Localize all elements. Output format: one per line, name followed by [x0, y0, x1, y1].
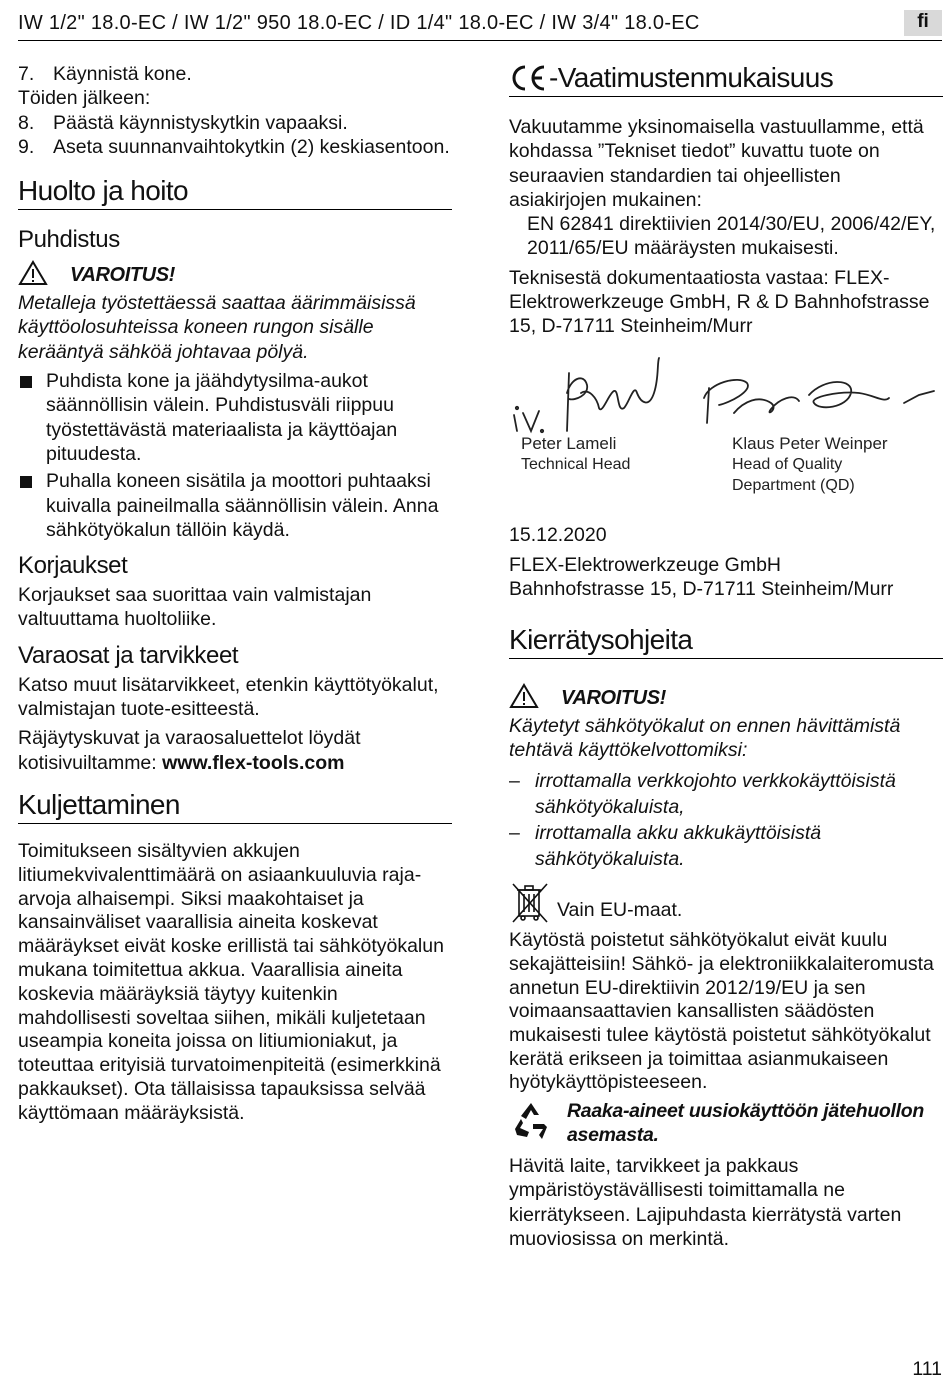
step-item: 8. Päästä käynnistyskytkin vapaaksi. — [18, 111, 348, 134]
repairs-heading: Korjaukset — [18, 552, 128, 580]
raw-materials-label: Raaka-aineet uusiokäyttöön jätehuollon asemasta. — [567, 1100, 924, 1147]
list-item: Puhalla koneen sisätila ja moottori puhtaaksi kuivalla paineilmalla säännöllisin välein. Anna sähkötyökalun tällöin käydä. — [18, 469, 452, 542]
cleaning-warning — [18, 260, 452, 291]
recycling-warning-text: Käytetyt sähkötyökalut on ennen hävittämistä tehtävä käyttökelvottomiksi: — [509, 714, 901, 761]
conformity-standards: EN 62841 direktiivien 2014/30/EU, 2006/42/EY, 2011/65/EU määräysten mukaisesti. — [527, 213, 936, 260]
parts-text: Katso muut lisätarvikkeet, etenkin käyttötyökalut, valmistajan tuote-esitteestä. — [18, 673, 439, 721]
step-item: 9. Aseta suunnanvaihtokytkin (2) keskiasentoon. — [18, 135, 450, 158]
bullet-square-icon — [20, 476, 32, 488]
eu-only-text: Vain EU-maat. — [557, 899, 683, 922]
warning-label: VAROITUS! — [561, 686, 666, 709]
ce-mark-icon — [509, 63, 549, 93]
list-item: Puhdista kone ja jäähdytysilma-aukot säännöllisin välein. Puhdistusväli riippuu työstettävästä materiaalista ja käyttöajan pituudesta. — [18, 369, 452, 466]
warning-label: VAROITUS! — [70, 264, 175, 287]
conformity-heading: -Vaatimustenmukaisuus — [509, 62, 943, 97]
model-title: IW 1/2" 18.0-EC / IW 1/2" 950 18.0-EC / ID 1/4" 18.0-EC / IW 3/4" 18.0-EC — [18, 12, 700, 34]
recycling-dash-list — [509, 768, 943, 872]
declaration-date: 15.12.2020 — [509, 523, 607, 546]
eu-only-row — [509, 882, 943, 929]
list-item: – irrottamalla akku akkukäyttöisistä sähkötyökaluista. — [509, 822, 822, 871]
transport-text: Toimitukseen sisältyvien akkujen litiumekvivalenttimäärä on asiaankuuluvia raja-arvoja alhaisempi. Siksi maakohtaiset ja kansainväliset vaarallisia aineita koskevat määräykset eivät koske erillistä tai sähkötyökalun mukana toimitettua akkua. Vaarallisia aineita koskevia määräyksiä täytyy kuitenkin mahdollisesti soveltaa siihen, mikäli kuljetetaan useampia koneita joissa on litiumioniakut, ja toteuttaa erityisiä turvatoimenpiteitä (esimerkkinä pakkaukset). Ota tällaisissa tapauksissa selvää käyttömaan määräyksistä. — [18, 839, 444, 1124]
language-badge: fi — [904, 10, 942, 36]
signer-title-1: Technical Head — [521, 455, 631, 473]
conformity-intro: Vakuutamme yksinomaisella vastuullamme, että kohdassa ”Tekniset tiedot” kuvattu tuote on seuraavien standardien tai ohjeellisten asiakirjojen mukainen: — [509, 116, 924, 211]
list-item: – irrottamalla verkkojohto verkkokäyttöisistä sähkötyökaluista, — [509, 770, 896, 819]
page-number: 111 — [912, 1358, 942, 1380]
recycling-heading: Kierrätysohjeita — [509, 624, 943, 659]
step-note: Töiden jälkeen: — [18, 87, 151, 110]
signer-name-1: Peter Lameli — [521, 433, 617, 453]
weee-text: Käytöstä poistetut sähkötyökalut eivät kuulu sekajätteisiin! Sähkö- ja elektroniikkalaiteromusta annetun EU-direktiivin 2012/19/EU ja sen voimaansaattavien kansallisten säädösten mukaisesti tulee käytöstä poistetut sähkötyökalut kerätä erikseen ja toimittaa asianmukaiseen hyötykäyttöpisteeseen. — [509, 929, 934, 1094]
recycling-arrows-icon — [509, 1099, 553, 1148]
cleaning-bullets — [18, 369, 452, 542]
maintenance-heading: Huolto ja hoito — [18, 175, 452, 210]
right-column — [509, 62, 943, 1251]
parts-text-2: Räjäytyskuvat ja varaosaluettelot löydät kotisivuiltamme: www.flex-tools.com — [18, 727, 361, 774]
bullet-square-icon — [20, 376, 32, 388]
tech-doc-text: Teknisestä dokumentaatiosta vastaa: FLEX-Elektrowerkzeuge GmbH, R & D Bahnhofstrasse 15, D-71711 Steinheim/Murr — [509, 266, 930, 338]
signer-name-2: Klaus Peter Weinper — [732, 433, 888, 453]
company-address: Bahnhofstrasse 15, D-71711 Steinheim/Murr — [509, 578, 894, 601]
transport-heading: Kuljettaminen — [18, 789, 452, 824]
warning-triangle-icon — [509, 683, 539, 714]
disposal-text: Hävitä laite, tarvikkeet ja pakkaus ympäristöystävällisesti toimittamalla ne kierrätykseen. Lajipuhdasta kierrätystä varten muoviosissa on merkintä. — [509, 1155, 902, 1250]
signer-title-2: Head of Quality Department (QD) — [732, 455, 855, 494]
warning-text: Metalleja työstettäessä saattaa äärimmäisissä käyttöolosuhteissa koneen rungon sisälle kerääntyä sähköä johtavaa pölyä. — [18, 292, 416, 363]
crossed-out-bin-icon — [509, 882, 551, 929]
parts-heading: Varaosat ja tarvikkeet — [18, 641, 239, 669]
raw-materials-row — [509, 1099, 943, 1148]
steps-list — [18, 62, 452, 159]
repairs-text: Korjaukset saa suorittaa vain valmistajan valtuuttama huoltoliike. — [18, 584, 372, 631]
website-link[interactable]: www.flex-tools.com — [162, 751, 345, 774]
signature-block — [509, 353, 943, 513]
warning-triangle-icon — [18, 260, 48, 291]
page-header — [18, 10, 942, 41]
cleaning-heading: Puhdistus — [18, 226, 120, 254]
recycling-warning — [509, 683, 943, 714]
step-item: 7. Käynnistä kone. — [18, 63, 192, 85]
company-name: FLEX-Elektrowerkzeuge GmbH — [509, 553, 782, 576]
left-column — [18, 62, 452, 1126]
